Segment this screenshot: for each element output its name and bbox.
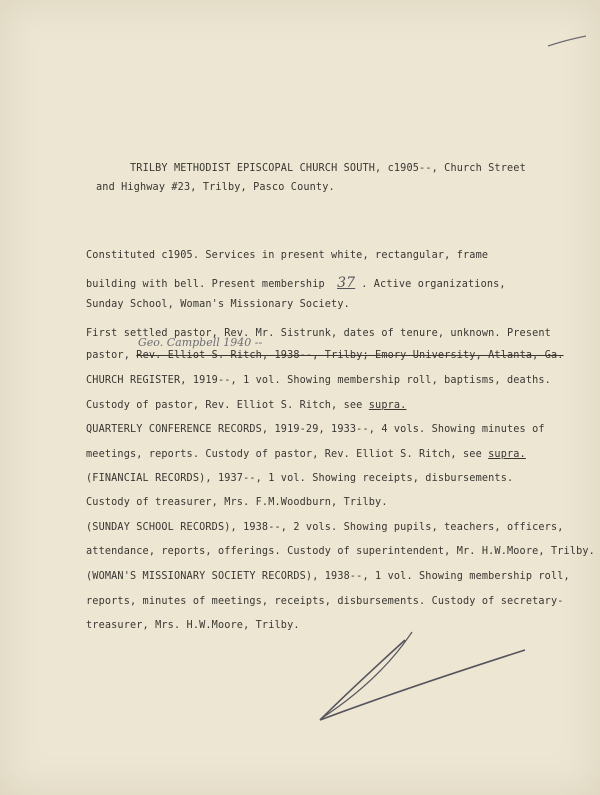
body-line-7-text: Custody of pastor, Rev. Elliot S. Ritch, see <box>86 400 369 411</box>
body-line-4: First settled pastor, Rev. Mr. Sistrunk, dates of tenure, unknown. Present <box>86 328 551 339</box>
title-line-1: TRILBY METHODIST EPISCOPAL CHURCH SOUTH, c1905--, Church Street <box>130 163 526 174</box>
body-line-2-rest: . Active organizations, <box>361 279 506 290</box>
body-line-5-label: pastor, <box>86 350 137 361</box>
struck-pastor-entry: Rev. Elliot S. Ritch, 1938--, Trilby; Emory University, Atlanta, Ga. <box>136 350 564 361</box>
supra-reference-2: supra. <box>488 449 526 460</box>
membership-count-handwritten: 37 <box>337 275 356 291</box>
handwritten-pastor-name: Geo. Campbell 1940 -- <box>138 336 263 349</box>
body-line-14: (WOMAN'S MISSIONARY SOCIETY RECORDS), 1938--, 1 vol. Showing membership roll, <box>86 571 570 582</box>
body-line-9-text: meetings, reports. Custody of pastor, Rev. Elliot S. Ritch, see <box>86 449 489 460</box>
supra-reference-1: supra. <box>368 400 407 411</box>
body-line-16: treasurer, Mrs. H.W.Moore, Trilby. <box>86 620 300 631</box>
body-line-12: (SUNDAY SCHOOL RECORDS), 1938--, 2 vols. Showing pupils, teachers, officers, <box>86 522 564 533</box>
body-line-10: (FINANCIAL RECORDS), 1937--, 1 vol. Showing receipts, disbursements. <box>86 473 514 484</box>
title-line-2: and Highway #23, Trilby, Pasco County. <box>96 182 335 193</box>
body-line-6: CHURCH REGISTER, 1919--, 1 vol. Showing membership roll, baptisms, deaths. <box>86 375 551 386</box>
body-line-15: reports, minutes of meetings, receipts, disbursements. Custody of secretary- <box>86 596 564 607</box>
body-line-13: attendance, reports, offerings. Custody of superintendent, Mr. H.W.Moore, Trilby. <box>86 546 595 557</box>
body-line-11: Custody of treasurer, Mrs. F.M.Woodburn, Trilby. <box>86 497 388 508</box>
signature-flourish <box>320 640 525 720</box>
body-line-3: Sunday School, Woman's Missionary Society. <box>86 299 350 310</box>
body-line-1: Constituted c1905. Services in present white, rectangular, frame <box>86 250 489 261</box>
body-line-2-text: building with bell. Present membership <box>86 279 332 290</box>
body-line-8: QUARTERLY CONFERENCE RECORDS, 1919-29, 1933--, 4 vols. Showing minutes of <box>86 424 545 435</box>
top-right-check-mark <box>548 36 586 46</box>
